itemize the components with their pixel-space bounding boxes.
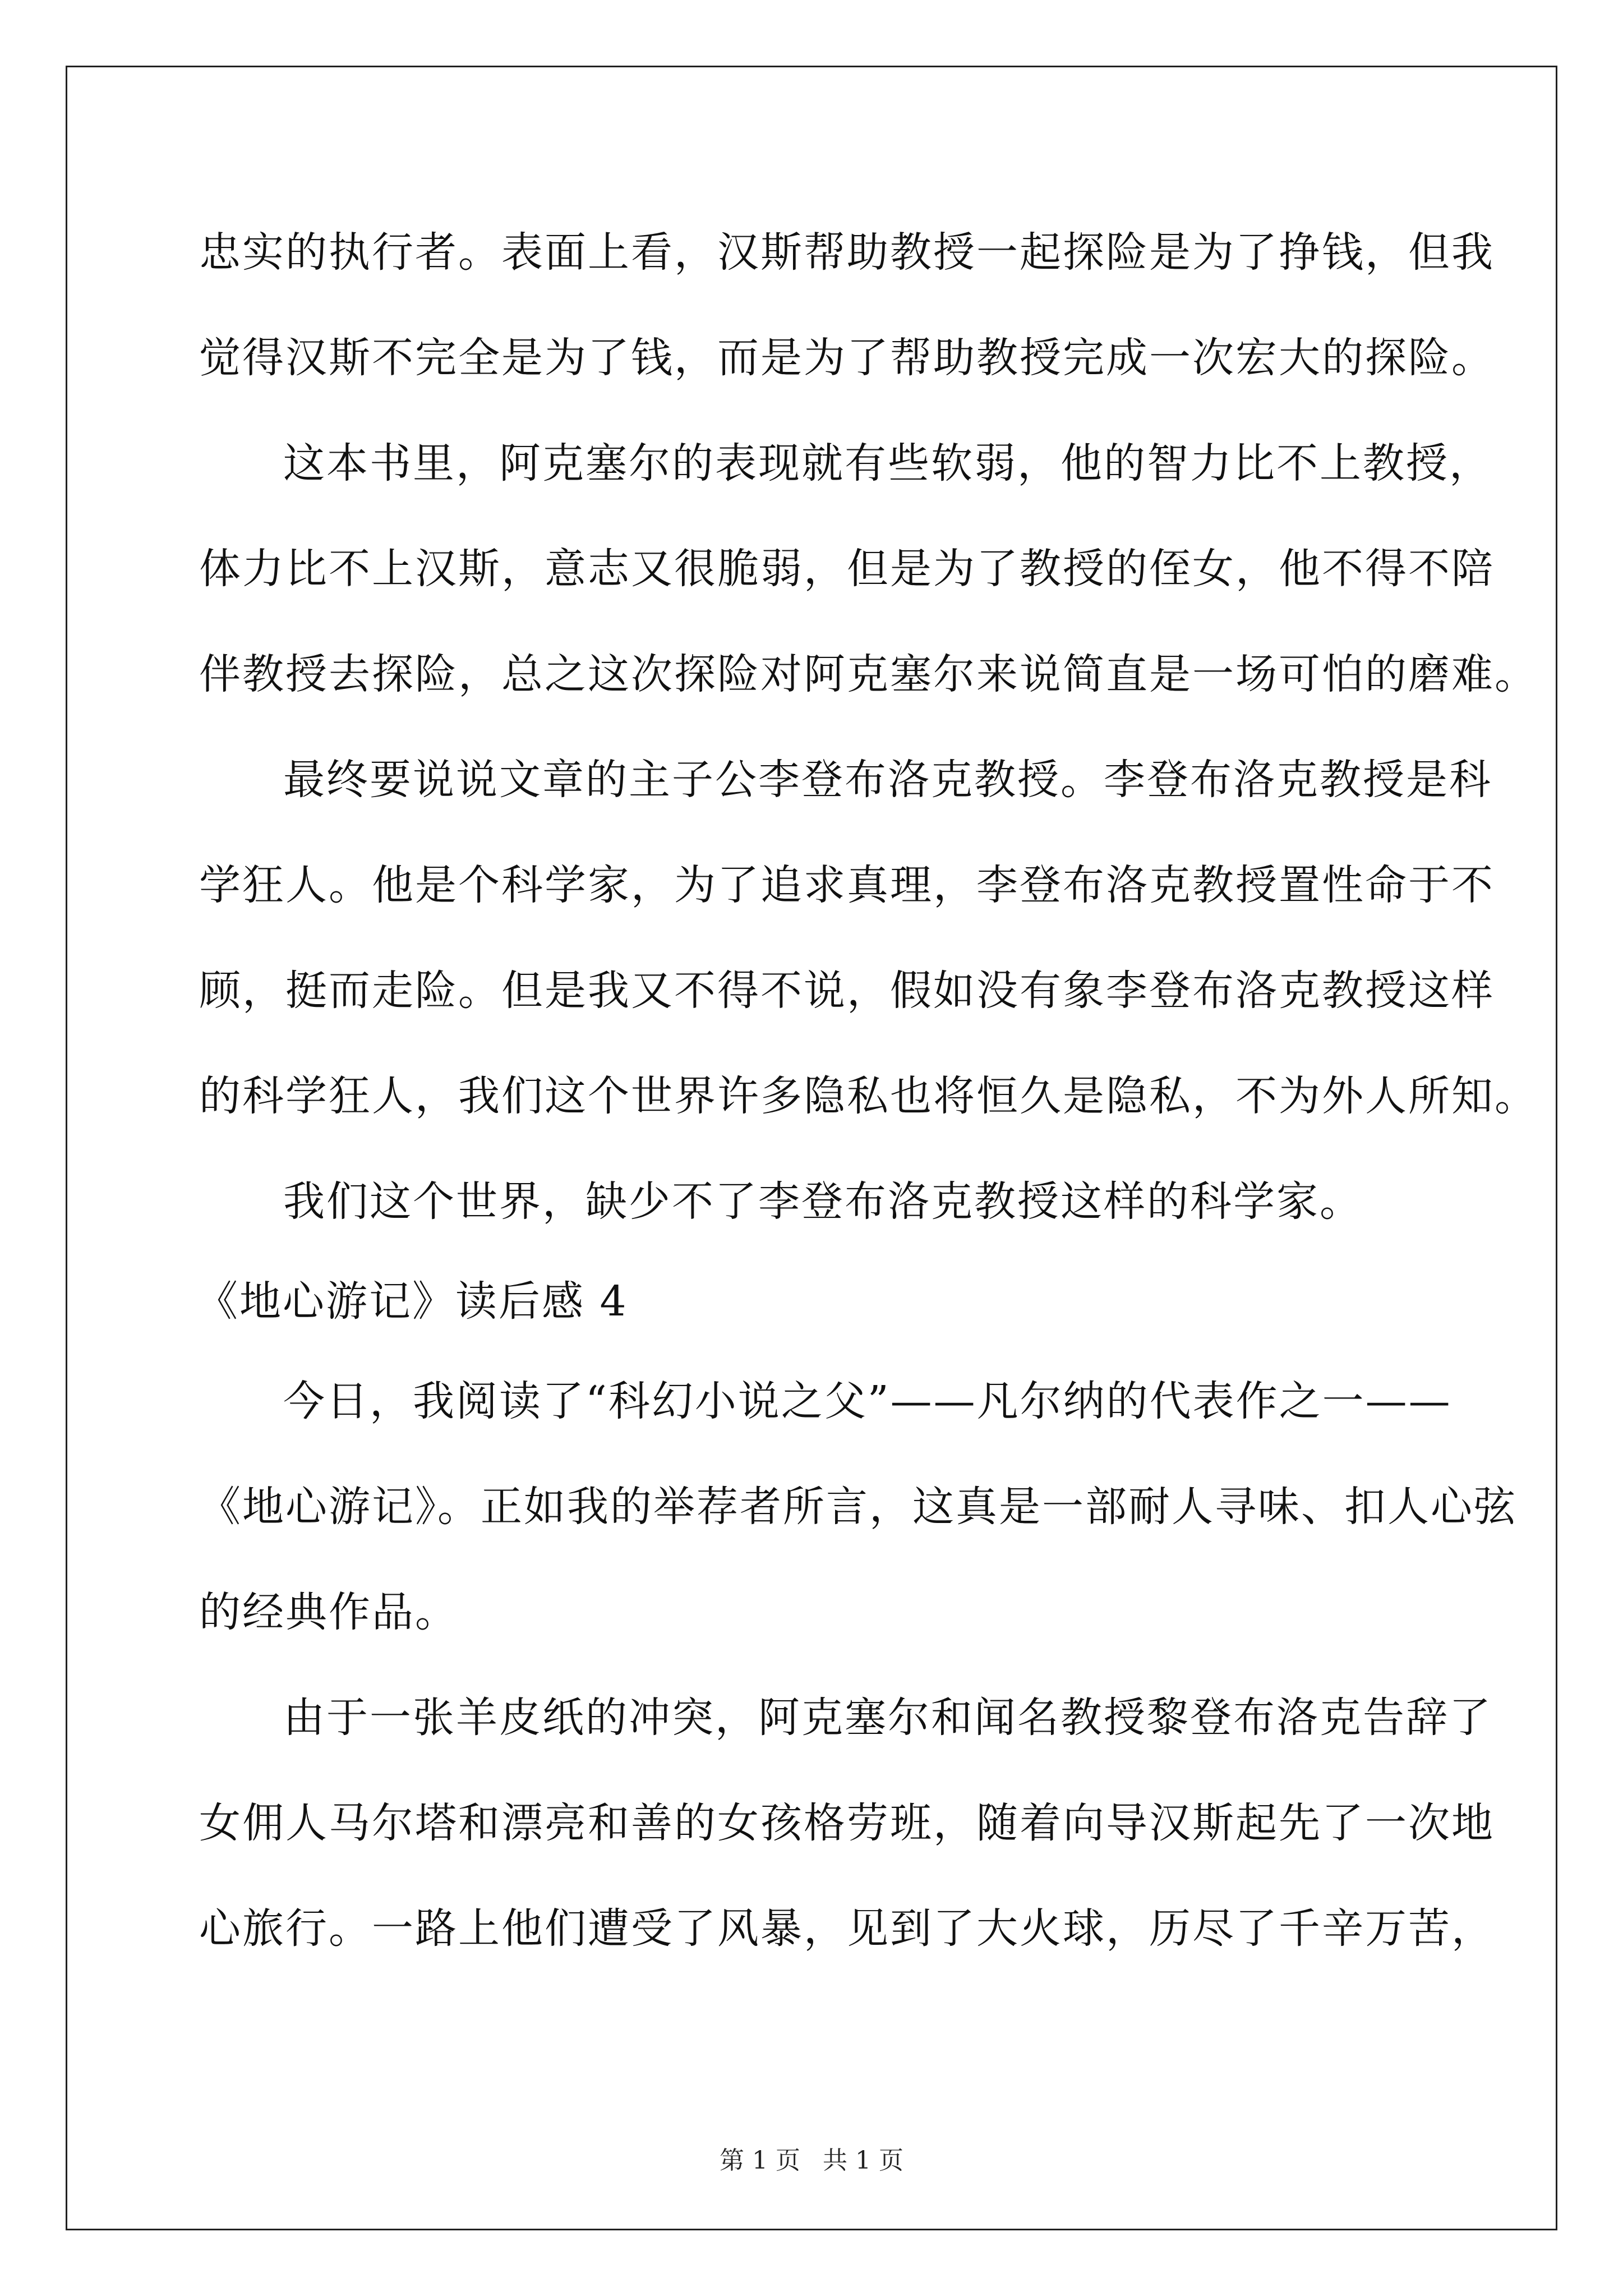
text-line: 伴教授去探险，总之这次探险对阿克塞尔来说简直是一场可怕的磨难。 [199, 650, 1538, 698]
paragraph-start-line: 这本书里，阿克塞尔的表现就有些软弱，他的智力比不上教授， [283, 439, 1492, 487]
text-line: 《地心游记》。正如我的举荐者所言，这真是一部耐人寻味、扣人心弦 [199, 1483, 1517, 1531]
text-line: 的经典作品。 [199, 1588, 458, 1636]
page-number: 第 1 页 [720, 2146, 800, 2175]
text-line: 觉得汉斯不完全是为了钱，而是为了帮助教授完成一次宏大的探险。 [199, 334, 1495, 382]
paragraph-start-line: 由于一张羊皮纸的冲突，阿克塞尔和闻名教授黎登布洛克告辞了 [283, 1694, 1492, 1742]
text-line: 女佣人马尔塔和漂亮和善的女孩格劳班，随着向导汉斯起先了一次地 [199, 1799, 1495, 1847]
paragraph-start-line: 最终要说说文章的主子公李登布洛克教授。李登布洛克教授是科 [283, 756, 1492, 804]
page-total: 共 1 页 [823, 2146, 903, 2175]
page-footer [0, 2148, 1623, 2173]
text-line: 顾，挺而走险。但是我又不得不说，假如没有象李登布洛克教授这样 [199, 967, 1495, 1015]
text-line: 学狂人。他是个科学家，为了追求真理，李登布洛克教授置性命于不 [199, 861, 1495, 909]
section-heading: 《地心游记》读后感 4 [196, 1277, 628, 1326]
text-line: 的科学狂人，我们这个世界许多隐私也将恒久是隐私，不为外人所知。 [199, 1072, 1538, 1120]
text-line: 体力比不上汉斯，意志又很脆弱，但是为了教授的侄女，他不得不陪 [199, 545, 1495, 593]
text-line: 心旅行。一路上他们遭受了风暴，见到了大火球，历尽了千辛万苦， [199, 1904, 1495, 1953]
paragraph-start-line: 我们这个世界，缺少不了李登布洛克教授这样的科学家。 [283, 1177, 1363, 1226]
text-line: 忠实的执行者。表面上看，汉斯帮助教授一起探险是为了挣钱，但我 [199, 228, 1495, 277]
paragraph-start-line: 今日，我阅读了“科幻小说之父”——凡尔纳的代表作之一—— [283, 1377, 1452, 1425]
